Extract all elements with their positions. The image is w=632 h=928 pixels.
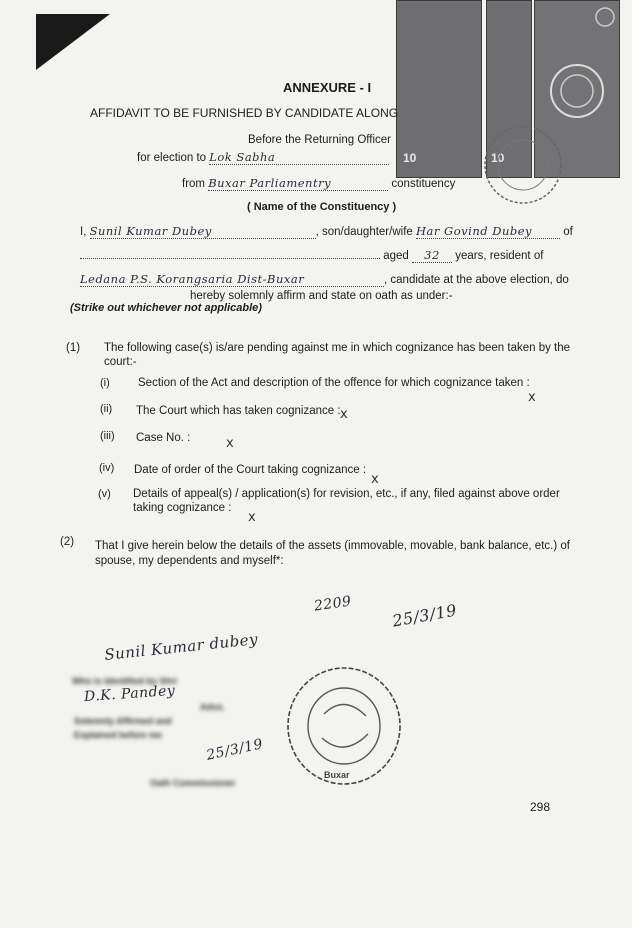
- candidate-prefix: I,: [80, 226, 87, 238]
- election-line: [137, 150, 389, 165]
- sub-i-text: Section of the Act and description of the offence for which cognizance taken :: [138, 377, 530, 389]
- years-label: years, resident of: [455, 250, 544, 262]
- advocate-label: Advo.: [200, 702, 226, 712]
- item-2-line2: spouse, my dependents and myself*:: [95, 555, 284, 567]
- sub-iii-mark: x: [226, 436, 234, 451]
- affidavit-heading: AFFIDAVIT TO BE FURNISHED BY CANDIDATE ALONG: [90, 106, 399, 120]
- stamp-value: 10: [491, 151, 505, 165]
- from-label: from: [182, 178, 205, 190]
- returning-officer-line: Before the Returning Officer: [248, 134, 391, 146]
- election-value: Lok Sabha: [209, 150, 276, 164]
- advocate-signature: D.K. Pandey: [83, 682, 176, 706]
- stamp-value: 10: [403, 151, 417, 165]
- address-value: Ledana P.S. Korangsaria Dist-Buxar: [80, 272, 305, 286]
- notary-number: 2209: [313, 593, 353, 615]
- sub-iv-text: Date of order of the Court taking cognizance :: [134, 464, 367, 476]
- item-2-line1: That I give herein below the details of the assets (immovable, movable, bank balance, etc.) of: [95, 540, 570, 552]
- candidate-signature: Sunil Kumar dubey: [103, 629, 259, 665]
- affirm-line: hereby solemnly affirm and state on oath as under:-: [190, 290, 453, 302]
- election-label: for election to: [137, 152, 207, 164]
- seal-text: Buxar: [324, 770, 350, 780]
- of-label: of: [563, 226, 573, 238]
- strike-note: (Strike out whichever not applicable): [70, 302, 262, 314]
- page-number: 298: [530, 800, 551, 814]
- item-1-line2: court:-: [104, 356, 137, 368]
- sub-iv-number: (iv): [99, 462, 115, 474]
- sub-v-text2: taking cognizance :: [133, 502, 232, 514]
- parent-name: Har Govind Dubey: [416, 224, 533, 238]
- stamp-seal-icon: [478, 120, 568, 210]
- sub-v-text: Details of appeal(s) / application(s) for revision, etc., if any, filed against above order: [133, 488, 560, 500]
- sub-i-number: (i): [100, 377, 110, 389]
- sub-ii-text: The Court which has taken cognizance :: [136, 405, 341, 417]
- aged-label: aged: [383, 250, 409, 262]
- notary-date: 25/3/19: [390, 600, 459, 631]
- sub-v-number: (v): [98, 488, 111, 500]
- oath-label: Oath Commissioner: [150, 778, 236, 788]
- solemnly-line: Solemnly Affirmed and: [74, 716, 172, 726]
- candidate-tail: candidate at the above election, do: [390, 274, 569, 286]
- item-2-number: (2): [60, 536, 75, 548]
- identified-line: Who is identified by Shri: [72, 676, 178, 686]
- candidate-line: I, Sunil Kumar Dubey , son/daughter/wife Har Govind Dubey of: [80, 224, 573, 238]
- sub-iv-mark: x: [371, 472, 379, 487]
- sub-ii-number: (ii): [100, 403, 113, 415]
- candidate-name: Sunil Kumar Dubey: [89, 224, 212, 238]
- constituency-caption: ( Name of the Constituency ): [247, 201, 397, 213]
- sub-ii-mark: x: [340, 407, 348, 422]
- age-value: 32: [424, 248, 440, 262]
- item-1-number: (1): [66, 342, 81, 354]
- item-1-line1: The following case(s) is/are pending against me in which cognizance has been taken by the: [104, 342, 571, 354]
- relation-label: son/daughter/wife: [322, 226, 413, 238]
- address-line: Ledana P.S. Korangsaria Dist-Buxar , candidate at the above election, do: [80, 272, 569, 286]
- age-line: [80, 248, 543, 263]
- page-title: ANNEXURE - I: [283, 80, 372, 95]
- before-me-line: Explained before me: [74, 730, 163, 740]
- constituency-value: Buxar Parliamentry: [208, 176, 332, 190]
- constituency-line: [182, 176, 455, 191]
- sub-iii-text: Case No. :: [136, 432, 191, 444]
- court-fee-stamp-1: [396, 0, 482, 178]
- constituency-label: constituency: [391, 178, 456, 190]
- sub-iii-number: (iii): [100, 430, 115, 442]
- scan-corner-fold: [36, 14, 110, 70]
- sub-v-mark: x: [248, 510, 256, 525]
- sub-i-mark: x: [528, 390, 536, 405]
- officer-date: 25/3/19: [204, 736, 265, 764]
